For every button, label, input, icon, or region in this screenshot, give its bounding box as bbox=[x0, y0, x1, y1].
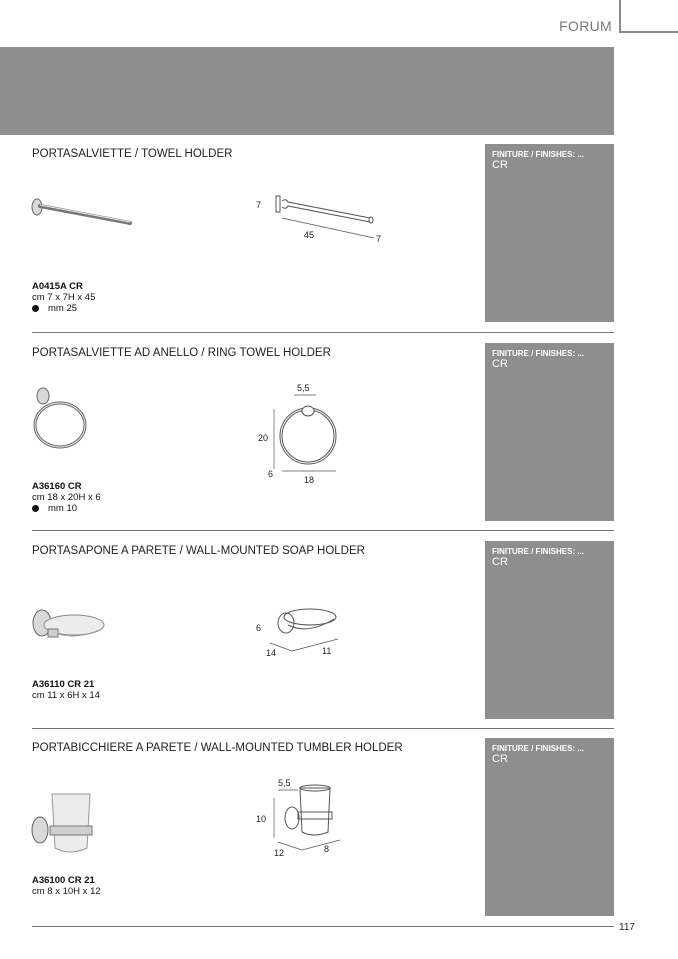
header-banner bbox=[0, 47, 614, 135]
dim-label: 12 bbox=[274, 848, 285, 858]
product-code: A36110 CR 21 bbox=[32, 679, 95, 690]
page-number: 117 bbox=[619, 922, 635, 933]
product-info bbox=[32, 679, 100, 701]
dim-label: 14 bbox=[266, 648, 277, 658]
section-title: PORTASALVIETTE AD ANELLO / RING TOWEL HOLDER bbox=[32, 347, 331, 359]
finishes-panel bbox=[485, 343, 614, 521]
finishes-value: CR bbox=[492, 753, 508, 765]
finishes-panel bbox=[485, 541, 614, 719]
ring-holder-photo bbox=[30, 385, 92, 451]
dim-label: 8 bbox=[324, 844, 330, 854]
dim-label: 6 bbox=[268, 469, 274, 479]
corner-frame bbox=[619, 0, 678, 33]
product-info bbox=[32, 481, 101, 514]
section-title: PORTABICCHIERE A PARETE / WALL-MOUNTED TUMBLER HOLDER bbox=[32, 742, 403, 754]
diameter-dot-icon bbox=[32, 305, 39, 312]
product-info bbox=[32, 875, 101, 897]
product-code: A36160 CR bbox=[32, 481, 82, 492]
dim-label: 20 bbox=[258, 433, 269, 443]
tumbler-holder-photo bbox=[30, 788, 96, 864]
finishes-label: FINITURE / FINISHES: ... bbox=[492, 744, 585, 753]
dim-label: 6 bbox=[256, 623, 262, 633]
dim-label: 5,5 bbox=[297, 383, 310, 393]
brand-label: FORUM bbox=[559, 18, 612, 34]
diameter-dot-icon bbox=[32, 505, 39, 512]
finishes-panel bbox=[485, 144, 614, 322]
dim-label: 7 bbox=[256, 200, 262, 210]
dim-label: 18 bbox=[304, 475, 315, 485]
ring-holder-drawing bbox=[252, 379, 362, 489]
towel-bar-photo bbox=[30, 196, 140, 232]
product-dimensions: cm 8 x 10H x 12 bbox=[32, 886, 101, 897]
soap-holder-photo bbox=[30, 603, 110, 647]
towel-bar-drawing bbox=[252, 190, 392, 248]
product-info bbox=[32, 281, 95, 314]
dim-label: 7 bbox=[376, 234, 382, 244]
section-divider bbox=[32, 332, 614, 333]
finishes-value: CR bbox=[492, 556, 508, 568]
product-code: A36100 CR 21 bbox=[32, 875, 95, 886]
finishes-label: FINITURE / FINISHES: ... bbox=[492, 349, 585, 358]
product-code: A0415A CR bbox=[32, 281, 83, 292]
finishes-value: CR bbox=[492, 358, 508, 370]
product-dimensions: cm 11 x 6H x 14 bbox=[32, 690, 100, 701]
product-diameter: mm 25 bbox=[48, 303, 78, 314]
dim-label: 5,5 bbox=[278, 778, 291, 788]
finishes-panel bbox=[485, 738, 614, 916]
dim-label: 11 bbox=[322, 646, 332, 656]
product-diameter: mm 10 bbox=[48, 503, 78, 514]
section-divider bbox=[32, 728, 614, 729]
tumbler-holder-drawing bbox=[252, 776, 352, 866]
product-dimensions: cm 18 x 20H x 6 bbox=[32, 492, 101, 503]
soap-holder-drawing bbox=[252, 601, 352, 661]
section-title: PORTASAPONE A PARETE / WALL-MOUNTED SOAP HOLDER bbox=[32, 545, 365, 557]
section-divider bbox=[32, 530, 614, 531]
product-dimensions: cm 7 x 7H x 45 bbox=[32, 292, 96, 303]
footer-line bbox=[32, 926, 614, 927]
finishes-value: CR bbox=[492, 159, 508, 171]
finishes-label: FINITURE / FINISHES: ... bbox=[492, 150, 585, 159]
section-title: PORTASALVIETTE / TOWEL HOLDER bbox=[32, 148, 233, 160]
dim-label: 10 bbox=[256, 814, 267, 824]
dim-label: 45 bbox=[304, 230, 315, 240]
finishes-label: FINITURE / FINISHES: ... bbox=[492, 547, 585, 556]
